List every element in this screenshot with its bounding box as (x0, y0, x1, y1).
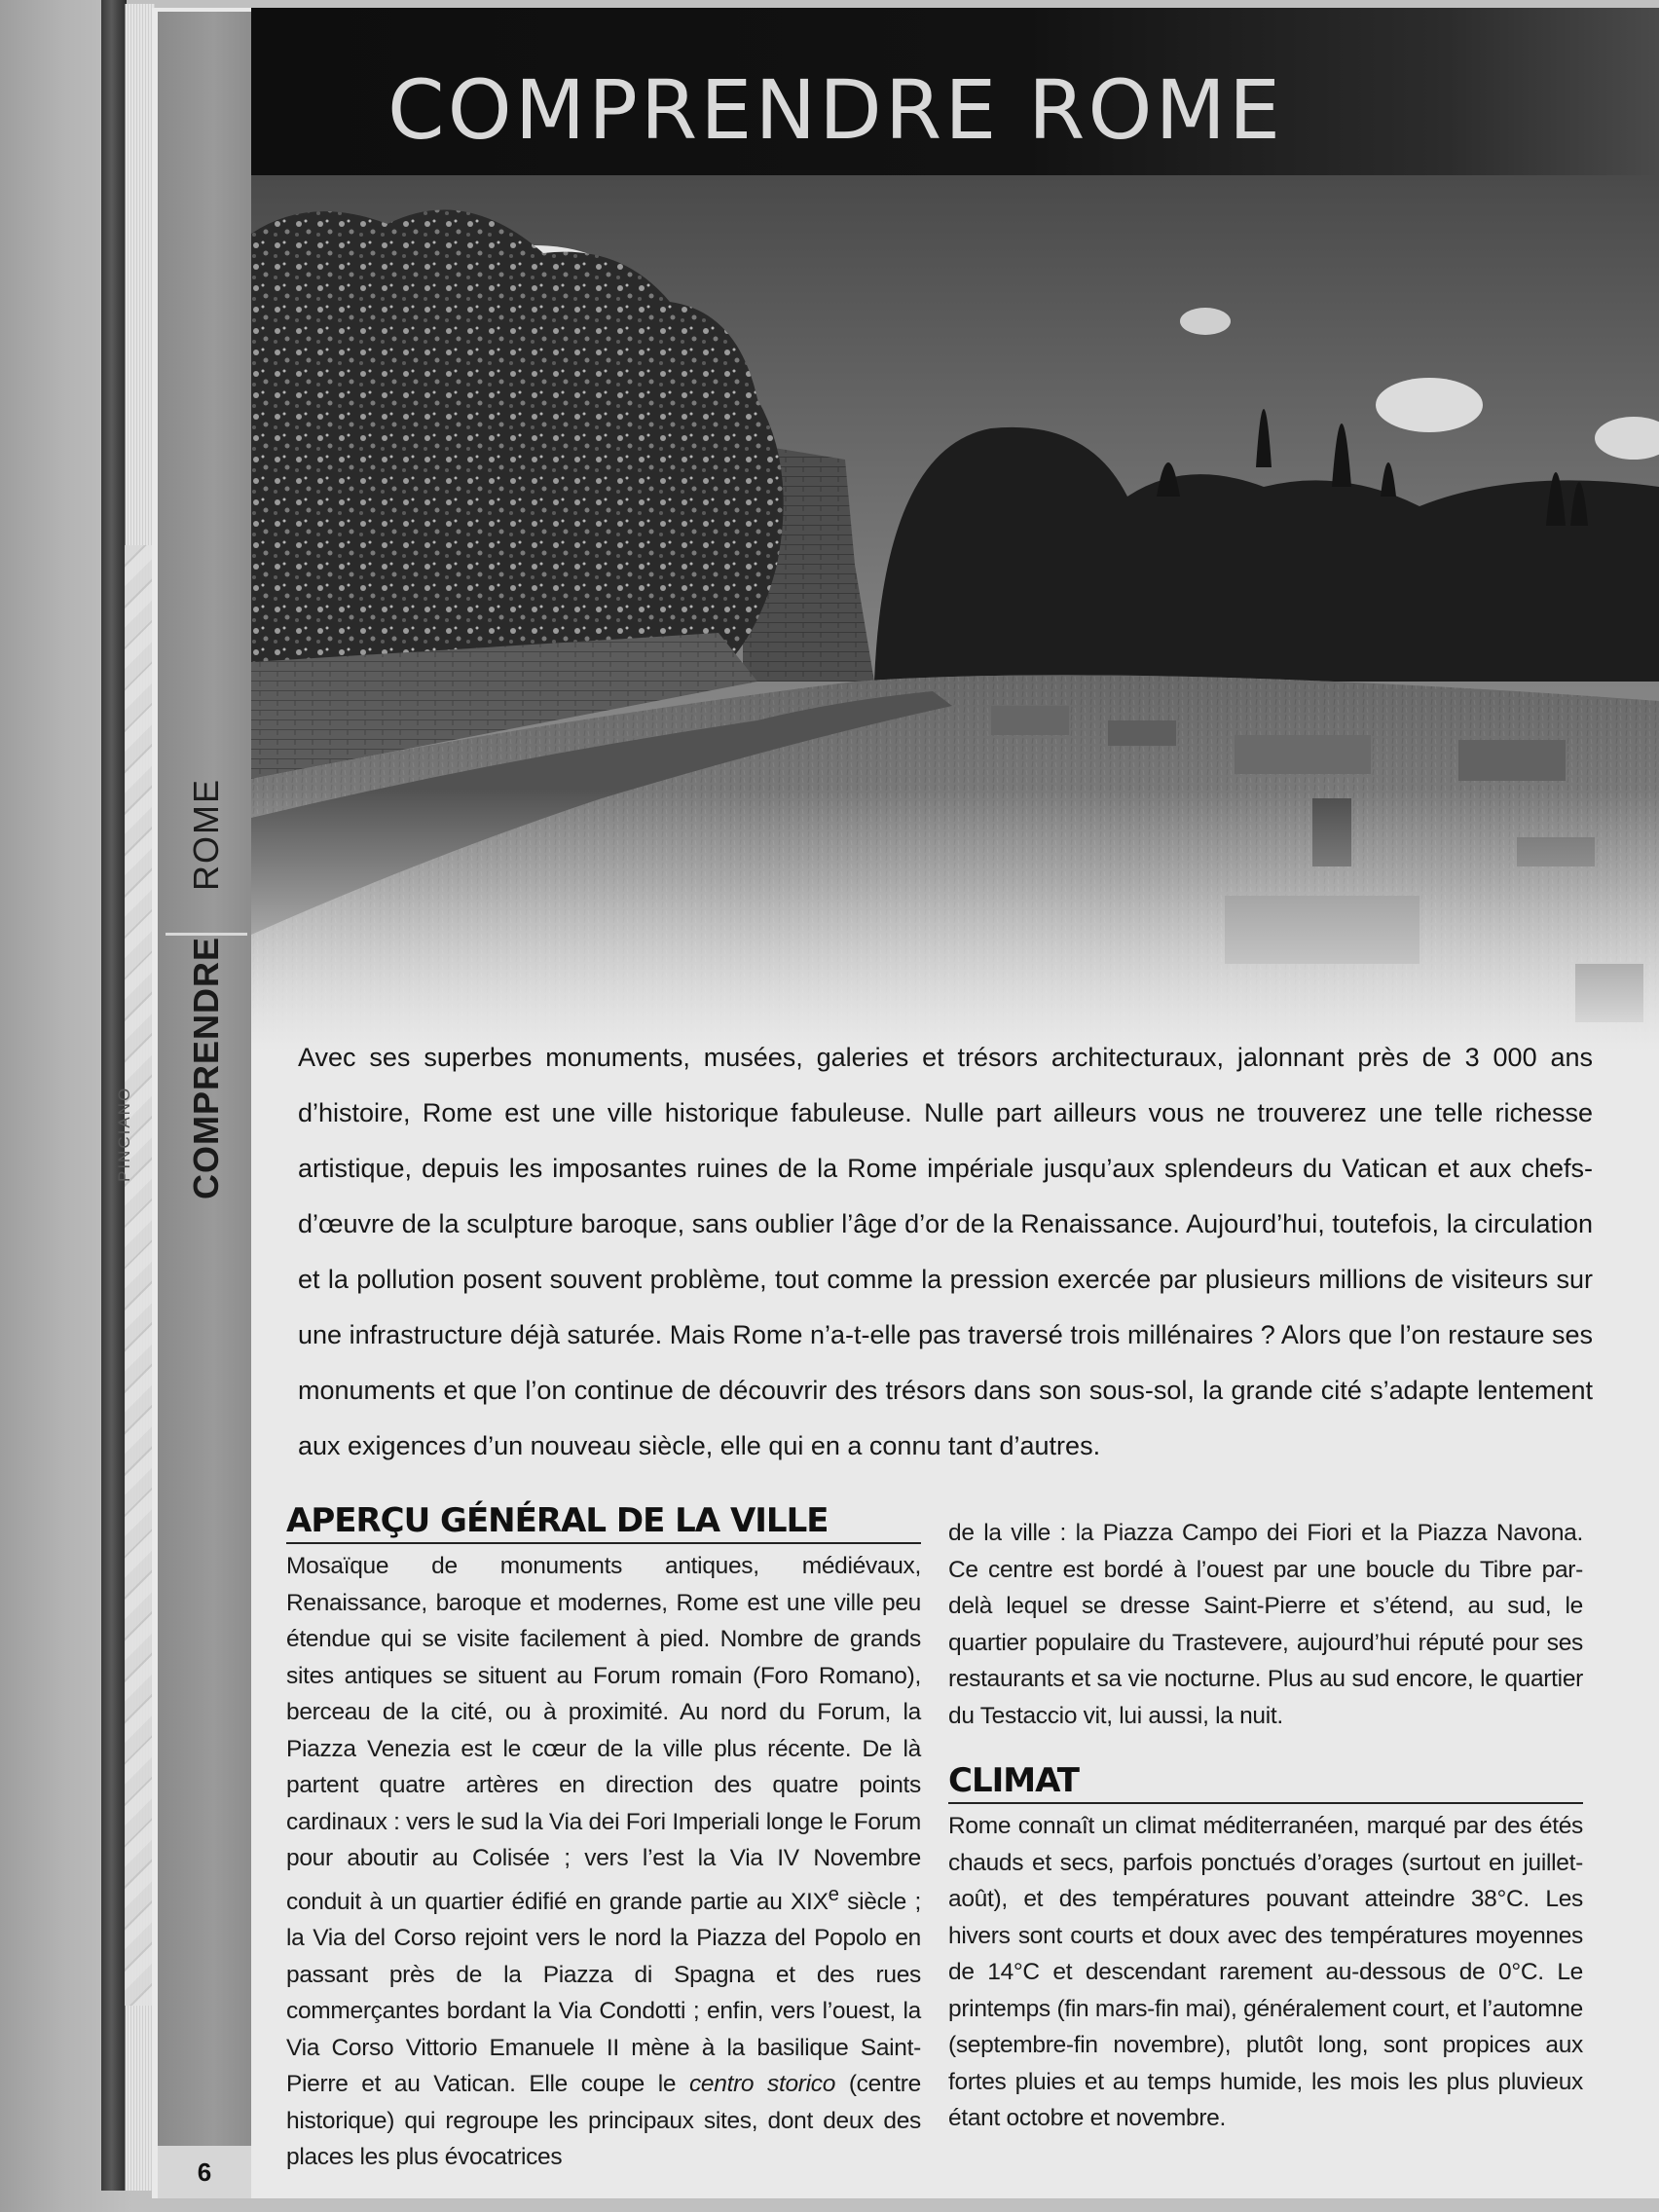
apercu-body (286, 1548, 921, 2176)
column-left (286, 1499, 921, 2176)
column-right (948, 1515, 1583, 2137)
heading-climat: CLIMAT (948, 1759, 1583, 1804)
ruins-photograph (251, 175, 1659, 1051)
climat-body: Rome connaît un climat méditerranéen, marqué par des étés chauds et secs, parfois ponctués d’orages (surtout en juillet-août), et des températures pouvant atteindre 38°C. Les hivers sont courts et doux avec des températures moyennes de 14°C et descendant rarement au-dessous de 0°C. Le printemps (fin mars-fin mai), généralement court, et l’automne (septembre-fin novembre), plutôt long, sont propices aux fortes pluies et au temps humide, les mois les plus pluvieux étant octobre et novembre. (948, 1813, 1583, 2131)
section-tab-rome: ROME (186, 778, 226, 891)
apercu-text-3: (centre historique) qui regroupe les principaux sites, dont deux des places les plus évocatrices (286, 2071, 921, 2171)
section-tab-divider (166, 933, 247, 936)
section-tab-comprendre: COMPRENDRE (186, 936, 226, 1199)
heading-apercu: APERÇU GÉNÉRAL DE LA VILLE (286, 1499, 921, 1544)
map-label-pinciano: PINCIANO (115, 1086, 133, 1183)
header-bar (251, 8, 1659, 193)
page-number: 6 (158, 2146, 251, 2198)
apercu-superscript: e (828, 1883, 839, 1905)
page-title: COMPRENDRE ROME (387, 62, 1284, 158)
section-tab (166, 748, 247, 1205)
apercu-continued: de la ville : la Piazza Campo dei Fiori et la Piazza Navona. Ce centre est bordé à l’ouest par une boucle du Tibre par-delà lequel se dresse Saint-Pierre et s’étend, au sud, le quartier populaire du Trastevere, aujourd’hui réputé pour ses restaurants et sa vie nocturne. Plus au sud encore, le quartier du Testaccio vit, lui aussi, la nuit. (948, 1520, 1583, 1729)
apercu-text-1: Mosaïque de monuments antiques, médiévaux, Renaissance, baroque et modernes, Rome est une ville peu étendue qui se visite facilement à pied. Nombre de grands sites antiques se situent au Forum romain (Foro Romano), berceau de la cité, ou à proximité. Au nord du Forum, la Piazza Venezia est le cœur de la ville plus récente. De là partent quatre artères en direction des quatre points cardinaux : vers le sud la Via dei Fori Imperiali longe le Forum pour aboutir au Colisée ; vers l’est la Via IV Novembre conduit à un quartier édifié en grande partie au XIX (286, 1553, 921, 1915)
ruins-photo-illustration (251, 175, 1659, 1051)
apercu-text-2: siècle ; la Via del Corso rejoint vers le nord la Piazza del Popolo en passant près de la Piazza di Spagna et des rues commerçantes bordant la Via Condotti ; enfin, vers l’ouest, la Via Corso Vittorio Emanuele II mène à la basilique Saint-Pierre et au Vatican. Elle coupe le (286, 1888, 921, 2098)
intro-paragraph: Avec ses superbes monuments, musées, galeries et trésors architecturaux, jalonnant près de 3 000 ans d’histoire, Rome est une ville historique fabuleuse. Nulle part ailleurs vous ne trouverez une telle richesse artistique, depuis les imposantes ruines de la Rome impériale jusqu’aux splendeurs du Vatican et aux chefs-d’œuvre de la sculpture baroque, sans oublier l’âge d’or de la Renaissance. Aujourd’hui, toutefois, la circulation et la pollution posent souvent problème, tout comme la pression exercée par plusieurs millions de visiteurs sur une infrastructure déjà saturée. Mais Rome n’a-t-elle pas traversé trois millénaires ? Alors que l’on restaure ses monuments et que l’on continue de découvrir des trésors dans son sous-sol, la grande cité s’adapte lentement aux exigences d’un nouveau siècle, elle qui en a connu tant d’autres. (298, 1043, 1593, 1460)
book-page (152, 8, 1659, 2198)
previous-page-map-strip (125, 545, 154, 2006)
apercu-italic: centro storico (688, 2071, 836, 2098)
